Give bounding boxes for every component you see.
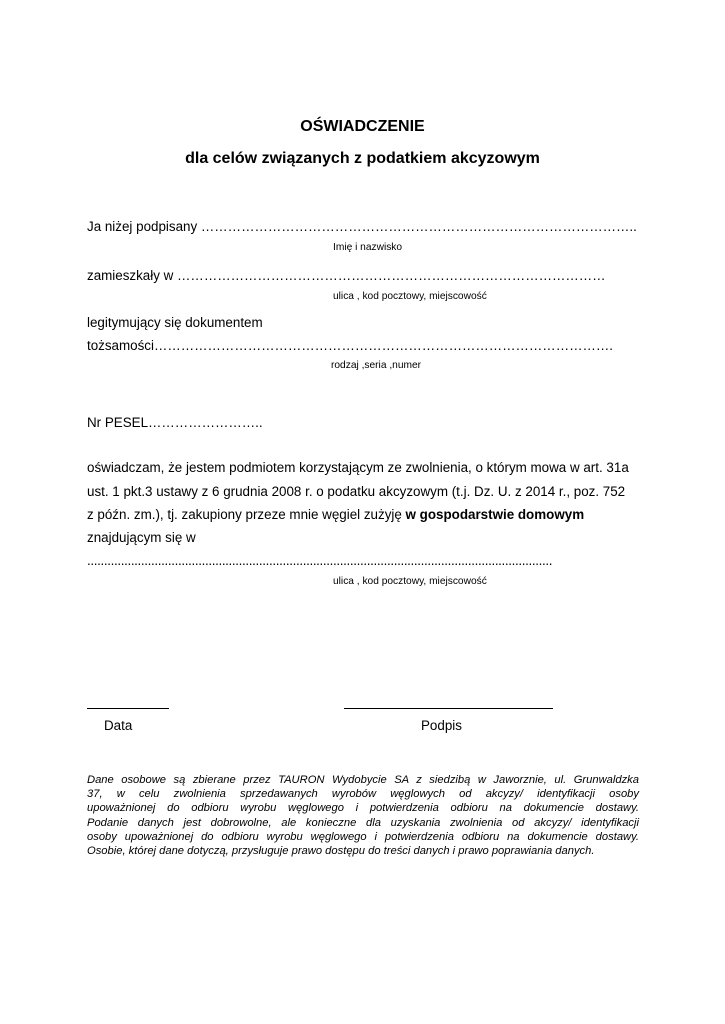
signature-label: Podpis [421,718,462,733]
document-subtitle: dla celów związanych z podatkiem akcyzowym [185,150,540,167]
id-caption: rodzaj ,seria ,numer [331,360,422,371]
location-line: .......................................................................................................................................... [87,553,553,568]
privacy-notice [87,773,639,858]
address-caption: ulica , kod pocztowy, miejscowość [333,291,487,302]
privacy-notice-line: 37, w celu zwolnienia sprzedawanych wyrobów węglowych od akcyzy/ identyfikacji osoby [87,788,639,801]
privacy-notice-line: upoważnionej do odbioru wyrobu węglowego i potwierdzenia odbioru na dokumencie dostawy. [87,802,639,815]
signer-caption: Imię i nazwisko [333,242,403,253]
date-label: Data [104,718,133,733]
location-caption: ulica , kod pocztowy, miejscowość [333,576,487,587]
id-number-line: tożsamości…………………………………………………………………………………………. [87,338,613,353]
pesel-line: Nr PESEL…………………….. [87,415,263,430]
signer-line: Ja niżej podpisany …………………………………………………………………………………….. [87,219,637,234]
privacy-notice-line: Dane osobowe są zbierane przez TAURON Wydobycie SA z siedzibą w Jaworznie, ul. Grunwaldzka [87,774,639,786]
statement-line-2: ust. 1 pkt.3 ustawy z 6 grudnia 2008 r. o podatku akcyzowym (t.j. Dz. U. z 2014 r., poz. 752 [87,484,626,499]
address-line: zamieszkały w …………………………………………………………………………………… [87,268,606,283]
privacy-notice-line: Podanie danych jest dobrowolne, ale konieczne dla uzyskania zwolnienia od akcyzy/ identyfikacji [87,816,639,829]
privacy-notice-line: osoby upoważnionej do odbioru wyrobu węglowego i potwierdzenia odbioru na dokumencie dostawy. [87,830,639,843]
statement-line-3-text: z późn. zm.), tj. zakupiony przeze mnie węgiel zużyję [87,507,406,522]
statement-line-3 [87,507,584,522]
privacy-notice-line: Osobie, której dane dotyczą, przysługuje prawo dostępu do treści danych i prawo poprawiania danych. [87,845,595,858]
id-document-line: legitymujący się dokumentem [87,315,263,330]
document-title: OŚWIADCZENIE [300,118,425,135]
date-signature-line [87,708,169,709]
statement-line-1: oświadczam, że jestem podmiotem korzystającym ze zwolnienia, o którym mowa w art. 31a [87,460,629,475]
statement-emphasis: w gospodarstwie domowym [405,507,585,522]
signature-line [344,708,553,709]
statement-line-4: znajdującym się w [87,530,196,545]
